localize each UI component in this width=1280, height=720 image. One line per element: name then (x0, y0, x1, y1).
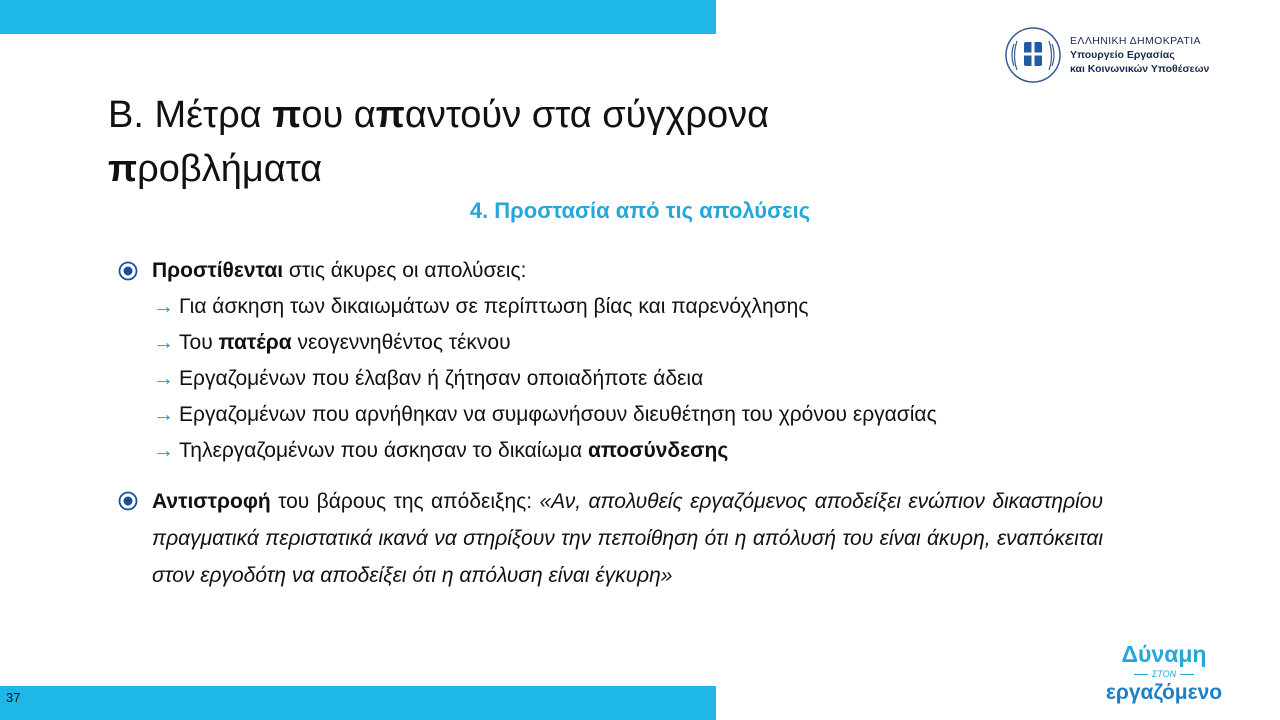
bullet-text: στις άκυρες οι απολύσεις: (283, 259, 527, 282)
radio-bullet-icon (118, 261, 138, 281)
right-arrow-icon: → (153, 295, 174, 318)
list-item: → Εργαζομένων που έλαβαν ή ζήτησαν οποιαδήποτε άδεια (118, 361, 1103, 397)
page-number: 37 (6, 690, 21, 705)
list-item: → Τηλεργαζομένων που άσκησαν το δικαίωμα αποσύνδεσης (118, 433, 1103, 469)
campaign-logo (1104, 640, 1224, 706)
right-arrow-icon: → (153, 331, 174, 354)
right-arrow-icon: → (153, 439, 174, 462)
ministry-name-cont: και Κοινωνικών Υποθέσεων (1070, 63, 1210, 75)
greek-coat-of-arms-icon (1004, 26, 1062, 84)
campaign-logo-bottom: εργαζόμενο (1105, 681, 1223, 704)
ministry-logo (1004, 26, 1209, 84)
list-item: → Του πατέρα νεογεννηθέντος τέκνου (118, 325, 1103, 361)
campaign-logo-top: Δύναμη (1121, 641, 1207, 667)
ministry-country: ΕΛΛΗΝΙΚΗ ΔΗΜΟΚΡΑΤΙΑ (1070, 35, 1201, 47)
list-item: → Για άσκηση των δικαιωμάτων σε περίπτωση βίας και παρενόχλησης (118, 289, 1103, 325)
bullet-keyword: Προστίθενται (152, 259, 284, 282)
slide-content (118, 253, 1103, 594)
right-arrow-icon: → (153, 403, 174, 426)
radio-bullet-icon (118, 491, 138, 511)
bullet-text: του βάρους της απόδειξης: (270, 490, 540, 513)
top-accent-bar (0, 0, 716, 34)
right-arrow-icon: → (153, 367, 174, 390)
list-item: → Εργαζομένων που αρνήθηκαν να συμφωνήσουν διευθέτηση του χρόνου εργασίας (118, 397, 1103, 433)
bottom-accent-bar (0, 686, 716, 720)
campaign-logo-mid: ΣΤΟΝ (1151, 669, 1177, 679)
bullet-burden-of-proof (118, 483, 1103, 594)
slide-title: Β. Μέτρα που απαντούν στα σύγχρονα προβλήματα (108, 94, 770, 190)
legal-quote: «Αν, απολυθείς εργαζόμενος αποδείξει ενώπιον δικαστηρίου πραγματικά περιστατικά ικανά να στηρίξουν την πεποίθηση ότι η απόλυσή του είναι άκυρη, εναπόκειται στον εργοδότη να αποδείξει ότι η απόλυση είναι έγκυρη» (152, 490, 1103, 587)
slide-subtitle: 4. Προστασία από τις απολύσεις (469, 198, 811, 223)
ministry-name: Υπουργείο Εργασίας (1070, 49, 1175, 61)
bullet-additions (118, 253, 1103, 289)
bullet-keyword: Αντιστροφή (152, 490, 271, 513)
